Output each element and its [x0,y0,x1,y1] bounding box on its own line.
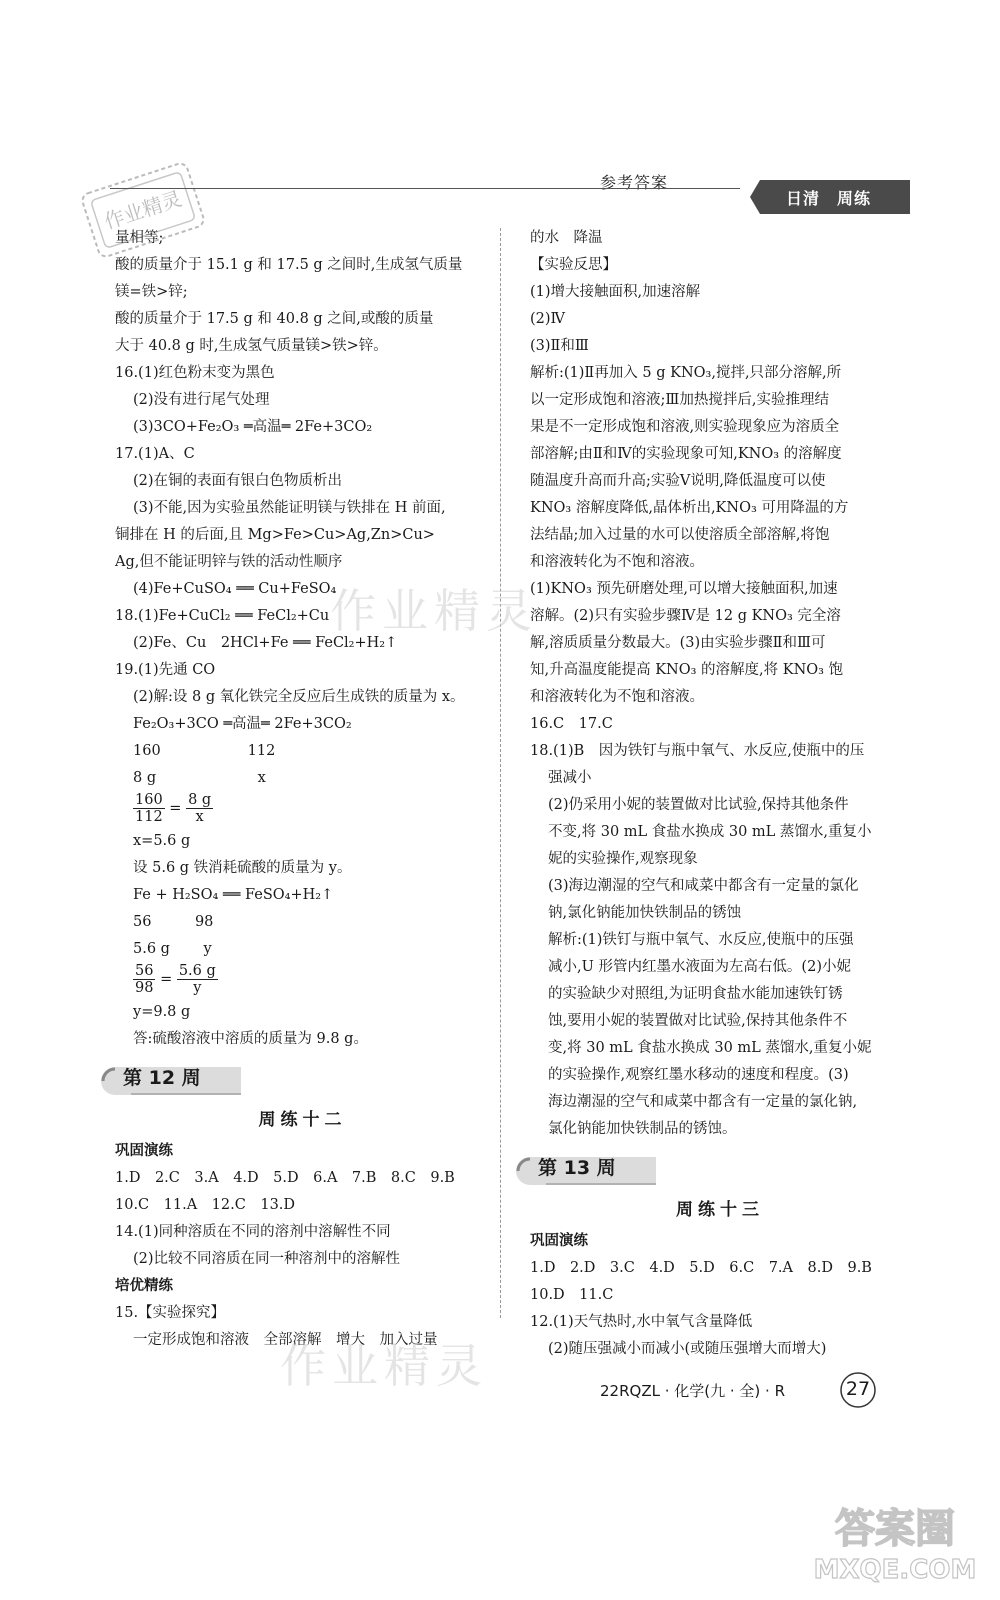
answer-line: 14.(1)同种溶质在不同的溶剂中溶解性不同 [115,1224,391,1240]
fraction: $\frac{8 g}{x}$ [188,792,212,825]
text-line: 18.(1)B 因为铁钉与瓶中氧气、水反应,使瓶中的压 [530,743,865,759]
text-line: (2)在铜的表面有银白色物质析出 [133,473,343,489]
fraction: $\frac{5.6 g}{y}$ [178,963,216,996]
text-line: 56 98 [133,914,214,930]
text-line: 部溶解;由Ⅱ和Ⅳ的实验现象可知,KNO₃ 的溶解度 [530,446,842,462]
text-line: 解析:(1)铁钉与瓶中氧气、水反应,使瓶中的压强 [548,932,854,948]
text-line: 强减小 [548,770,592,786]
answer-line: 10.D 11.C [530,1287,614,1303]
answer-line: 12.(1)天气热时,水中氧气含量降低 [530,1314,753,1330]
answer-line: 1.D 2.C 3.A 4.D 5.D 6.A 7.B 8.C 9.B [115,1170,455,1186]
week-banner [115,1061,490,1101]
text-line: Ag,但不能证明锌与铁的活动性顺序 [115,554,343,570]
answer-line: (2)比较不同溶质在同一种溶剂中的溶解性 [133,1251,401,1267]
column-divider [500,228,501,1318]
text-line: 钠,氯化钠能加快铁制品的锈蚀 [548,905,742,921]
section-title: 周练十二 [258,1110,347,1130]
text-line: (2)仍采用小妮的装置做对比试验,保持其他条件 [548,797,849,813]
proportion-line: $\frac{56}{98}$ = $\frac{5.6 g}{y}$ [135,963,216,996]
text-line: 知,升高温度能提高 KNO₃ 的溶解度,将 KNO₃ 饱 [530,662,844,678]
text-line: 和溶液转化为不饱和溶液。 [530,689,704,705]
text-line: (2)没有进行尾气处理 [133,392,270,408]
answer-line: (2)随压强减小而减小(或随压强增大而增大) [548,1341,827,1357]
text-line: 大于 40.8 g 时,生成氢气质量镁>铁>锌。 [115,338,388,354]
text-line: 设 5.6 g 铁消耗硫酸的质量为 y。 [133,860,352,876]
watermark: 作业精灵 [280,1339,488,1393]
text-line: 溶解。(2)只有实验步骤Ⅳ是 12 g KNO₃ 完全溶 [530,608,841,624]
text-line: (3)3CO+Fe₂O₃ ═高温═ 2Fe+3CO₂ [133,419,373,435]
text-line: (4)Fe+CuSO₄ ══ Cu+FeSO₄ [133,581,337,597]
equation-line: Fe + H₂SO₄ ══ FeSO₄+H₂↑ [133,887,334,903]
text-line: 的水 降温 [530,230,603,246]
watermark: 作业精灵 [330,584,538,638]
text-line: 铜排在 H 的后面,且 Mg>Fe>Cu>Ag,Zn>Cu> [115,527,435,543]
header-tab-label: 日清 周练 [786,189,872,208]
fraction: $\frac{56}{98}$ [135,963,154,996]
text-line: 16.(1)红色粉末变为黑色 [115,365,275,381]
text-line: 19.(1)先通 CO [115,662,216,678]
text-line: 蚀,要用小妮的装置做对比试验,保持其他条件不 [548,1013,848,1029]
subheading: 巩固演练 [115,1143,173,1159]
text-line: 和溶液转化为不饱和溶液。 [530,554,704,570]
page-number: 27 [845,1378,871,1400]
text-line: 法结晶;加入过量的水可以使溶质全部溶解,将饱 [530,527,830,543]
answer-line: 1.D 2.D 3.C 4.D 5.D 6.C 7.A 8.D 9.B [530,1260,872,1276]
section-title: 周练十三 [676,1200,764,1220]
answer-line: 一定形成饱和溶液 全部溶解 增大 加入过量 [133,1332,438,1348]
text-line: 酸的质量介于 15.1 g 和 17.5 g 之间时,生成氢气质量 [115,257,463,273]
text-line: 的实验缺少对照组,为证明食盐水能加速铁钉锈 [548,986,843,1002]
text-line: 解,溶质质量分数最大。(3)由实验步骤Ⅱ和Ⅲ可 [530,635,826,651]
right-column [530,225,910,1363]
header-title: 参考答案 [600,173,669,192]
week-label: 第 12 周 [123,1067,201,1089]
text-line: 解析:(1)Ⅱ再加入 5 g KNO₃,搅拌,只部分溶解,所 [530,365,842,381]
text-line: (3)海边潮湿的空气和咸菜中都含有一定量的氯化 [548,878,859,894]
text-line: (2)Fe、Cu 2HCl+Fe ══ FeCl₂+H₂↑ [133,635,398,651]
text-line: 160 112 [133,743,276,759]
equation-line: Fe₂O₃+3CO ═高温═ 2Fe+3CO₂ [133,716,352,732]
answer-line: 10.C 11.A 12.C 13.D [115,1197,296,1213]
header-rule [110,188,740,189]
text-line: 酸的质量介于 17.5 g 和 40.8 g 之间,或酸的质量 [115,311,434,327]
footer-code: 22RQZL · 化学(九 · 全) · R [600,1382,785,1400]
text-line: 16.C 17.C [530,716,613,732]
text-line: y=9.8 g [133,1004,191,1020]
fraction: $\frac{160}{112}$ [135,792,163,825]
text-line: 8 g x [133,770,266,786]
text-line: 5.6 g y [133,941,212,957]
text-line: 以一定形成饱和溶液;Ⅲ加热搅拌后,实验推理结 [530,392,829,408]
text-line: 随温度升高而升高;实验Ⅴ说明,降低温度可以使 [530,473,826,489]
text-line: (2)解:设 8 g 氧化铁完全反应后生成铁的质量为 x。 [133,689,465,705]
svg-text:答案圈: 答案圈 [835,1506,955,1552]
text-line: 镁=铁>锌; [115,284,188,300]
text-line: 变,将 30 mL 食盐水换成 30 mL 蒸馏水,重复小妮 [548,1040,872,1056]
text-line: 减小,U 形管内红墨水液面为左高右低。(2)小妮 [548,959,851,975]
text-line: 18.(1)Fe+CuCl₂ ══ FeCl₂+Cu [115,608,330,624]
text-line: KNO₃ 溶解度降低,晶体析出,KNO₃ 可用降温的方 [530,500,849,516]
text-line: 海边潮湿的空气和咸菜中都含有一定量的氯化钠, [548,1094,858,1110]
left-column [115,225,490,1354]
subheading: 培优精练 [115,1278,173,1294]
text-line: 果是不一定形成饱和溶液,则实验现象应为溶质全 [530,419,840,435]
text-line: (3)Ⅱ和Ⅲ [530,338,589,354]
corner-logo [810,1490,980,1590]
text-line: 17.(1)A、C [115,446,195,462]
text-line: x=5.6 g [133,833,191,849]
answer-line: 15.【实验探究】 [115,1305,226,1321]
svg-text:MXQE.COM: MXQE.COM [813,1555,977,1585]
week-banner [530,1151,910,1191]
text-line: 氯化钠能加快铁制品的锈蚀。 [548,1121,737,1137]
text-line: (3)不能,因为实验虽然能证明镁与铁排在 H 前面, [133,500,446,516]
text-line: 不变,将 30 mL 食盐水换成 30 mL 蒸馏水,重复小 [548,824,872,840]
text-line: 妮的实验操作,观察现象 [548,851,698,867]
proportion-line: $\frac{160}{112}$ = $\frac{8 g}{x}$ [135,792,212,825]
text-line: (2)Ⅳ [530,311,566,327]
text-line: 【实验反思】 [530,257,617,273]
text-line: (1)增大接触面积,加速溶解 [530,284,701,300]
week-label: 第 13 周 [538,1157,616,1179]
subheading: 巩固演练 [530,1233,588,1249]
text-line: 的实验操作,观察红墨水移动的速度和程度。(3) [548,1067,849,1083]
text-line: 量相等; [115,230,164,246]
svg-text:作业精灵: 作业精灵 [101,186,185,234]
text-line: (1)KNO₃ 预先研磨处理,可以增大接触面积,加速 [530,581,838,597]
text-line: 答:硫酸溶液中溶质的质量为 9.8 g。 [133,1031,368,1047]
